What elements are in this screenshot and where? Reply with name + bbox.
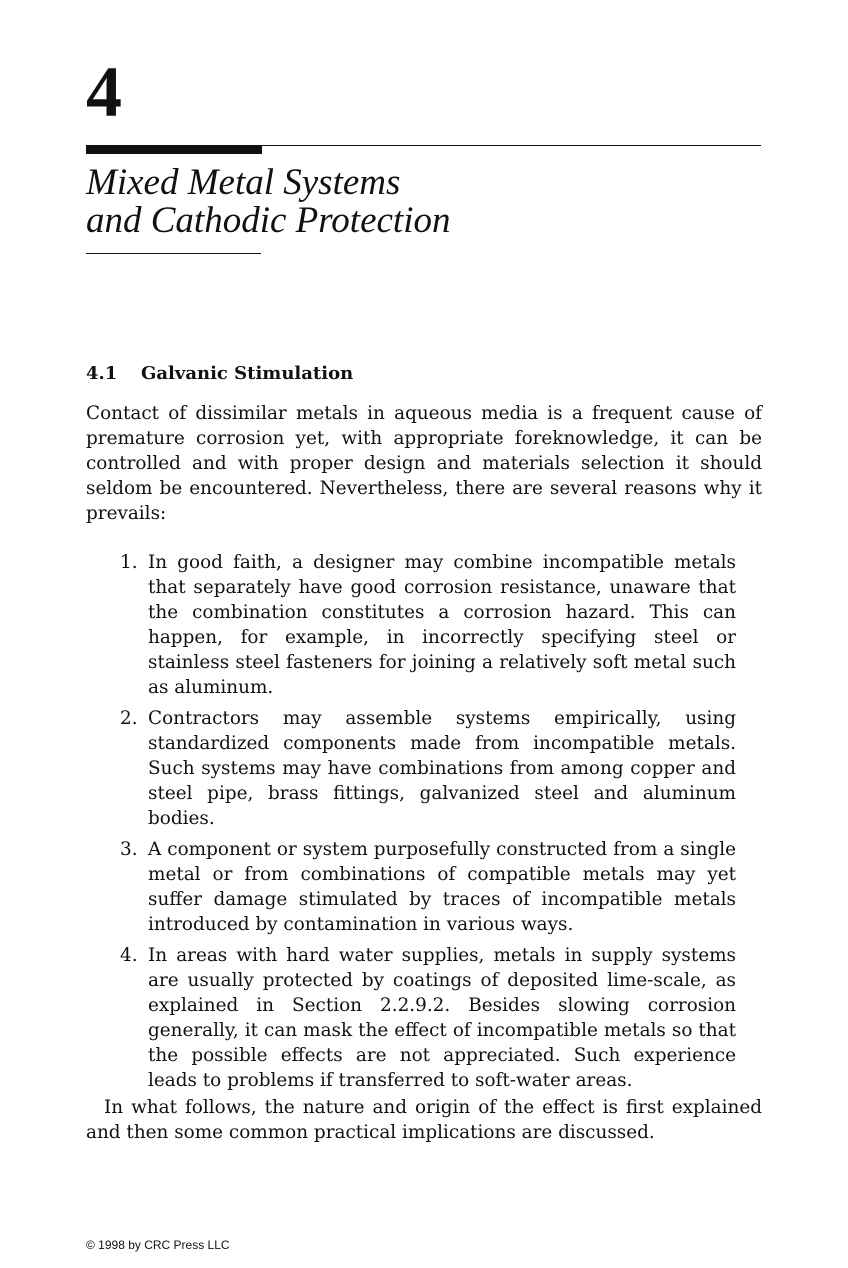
section-heading [86, 362, 353, 386]
reason-text: A component or system purposefully constructed from a single metal or from combinations of compatible metals may yet suffer damage stimulated by traces of incompatible metals introduced by contamination in various ways. [148, 839, 736, 935]
intro-paragraph: Contact of dissimilar metals in aqueous media is a frequent cause of premature corrosion yet, with appropriate foreknowledge, it can be controlled and with proper design and materials selection it should seldom be encountered. Nevertheless, there are several reasons why it prevails: [86, 403, 762, 524]
reason-marker: 1. [120, 552, 138, 573]
section-title: Galvanic Stimulation [141, 363, 354, 384]
chapter-rule-thin [262, 145, 761, 146]
chapter-rule-thick [86, 145, 262, 154]
reason-marker: 4. [120, 945, 138, 966]
chapter-title-line-2: and Cathodic Protection [86, 200, 451, 241]
reason-item-4 [86, 943, 736, 1093]
section-number: 4.1 [86, 363, 118, 384]
chapter-number: 4 [86, 52, 122, 132]
chapter-title [86, 164, 450, 240]
reason-item-1 [86, 550, 736, 700]
footer-copyright: © 1998 by CRC Press LLC [86, 1238, 230, 1252]
conclusion-paragraph: In what follows, the nature and origin of the effect is first explained and then some common practical implications are discussed. [86, 1097, 762, 1143]
reason-marker: 3. [120, 839, 138, 860]
reason-text: In areas with hard water supplies, metals in supply systems are usually protected by coatings of deposited lime-scale, as explained in Section 2.2.9.2. Besides slowing corrosion generally, it can mask the effect of incompatible metals so that the possible effects are not appreciated. Such experience leads to problems if transferred to soft-water areas. [148, 945, 736, 1091]
reason-text: In good faith, a designer may combine incompatible metals that separately have good corrosion resistance, unaware that the combination constitutes a corrosion hazard. This can happen, for example, in incorrectly specifying steel or stainless steel fasteners for joining a relatively soft metal such as aluminum. [148, 552, 736, 698]
reason-text: Contractors may assemble systems empirically, using standardized components made from incompatible metals. Such systems may have combinations from among copper and steel pipe, brass fittings, galvanized steel and aluminum bodies. [148, 708, 736, 829]
chapter-title-line-1: Mixed Metal Systems [86, 162, 401, 203]
reason-item-3 [86, 837, 736, 937]
chapter-title-underline [86, 253, 261, 254]
reason-item-2 [86, 706, 736, 831]
reason-list [86, 550, 736, 1099]
reason-marker: 2. [120, 708, 138, 729]
